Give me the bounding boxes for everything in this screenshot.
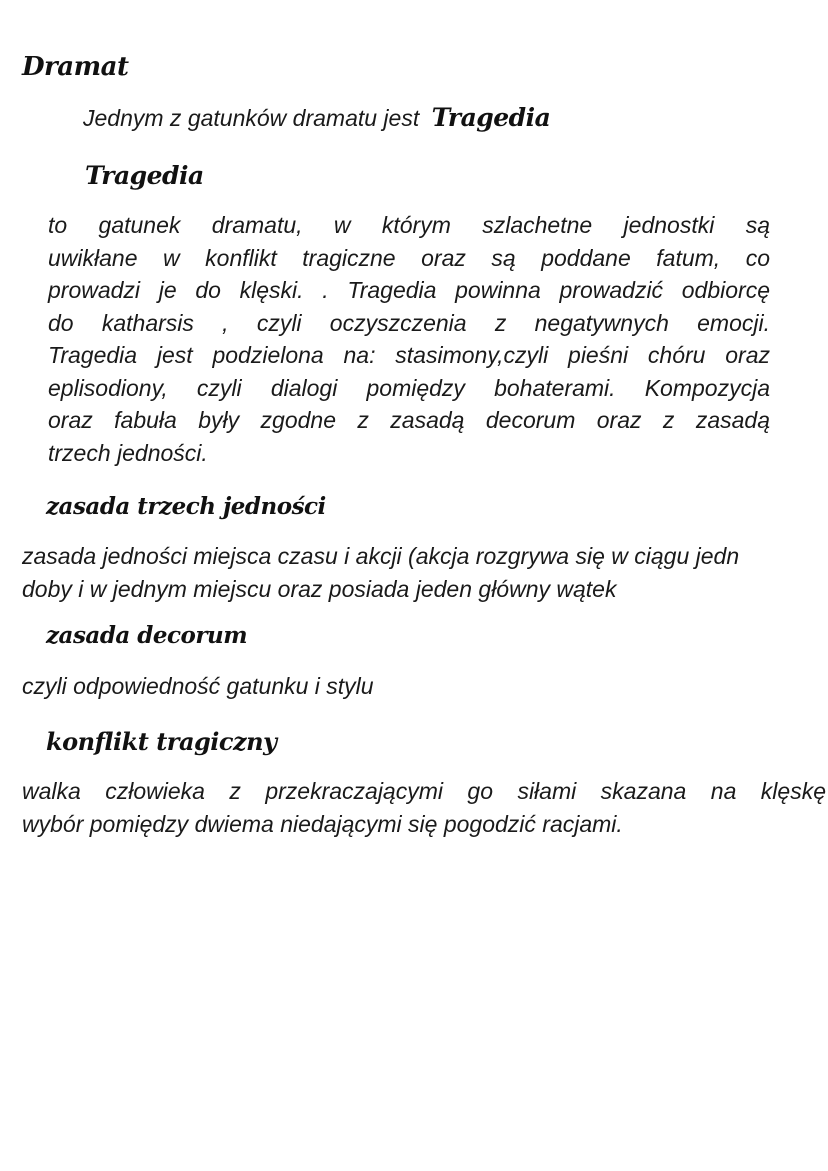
text-line: wybór pomiędzy dwiema niedającymi się pogodzić racjami. [22,810,623,837]
text-line: Tragedia jest podzielona na: stasimony,czyli pieśni chóru oraz [48,342,770,368]
intro-highlight: Tragedia [431,103,551,132]
section-body-konflikt [22,775,826,840]
text-line: walka człowieka z przekraczającymi go siłami skazana na klęskę [22,778,826,804]
text-line: zasada jedności miejsca czasu i akcji (akcja rozgrywa się w ciągu jedn [22,543,740,569]
section-heading-konflikt: konflikt tragiczny [46,727,277,756]
text-line: trzech jedności. [48,439,208,466]
section-body-trzech-jednosci [22,540,739,605]
text-line: uwikłane w konflikt tragiczne oraz są poddane fatum, co [48,244,770,271]
section-body-decorum [22,670,374,703]
text-line: prowadzi je do klęski. . Tragedia powinna prowadzić odbiorcę [48,277,770,303]
section-heading-decorum: zasada decorum [46,622,248,649]
section-body-tragedia [48,209,770,469]
text-line: czyli odpowiedność gatunku i stylu [22,673,374,699]
text-line: to gatunek dramatu, w którym szlachetne jednostki są [48,212,770,238]
text-line: eplisodiony, czyli dialogi pomiędzy bohaterami. Kompozycja [48,374,770,401]
text-line: do katharsis , czyli oczyszczenia z negatywnych emocji. [48,309,770,336]
intro-line [83,102,550,135]
text-line: oraz fabuła były zgodne z zasadą decorum oraz z zasadą [48,407,770,433]
document-title: Dramat [22,52,129,82]
section-heading-trzech-jednosci: zasada trzech jedności [46,493,326,520]
section-heading-tragedia: Tragedia [85,161,204,190]
intro-text: Jednym z gatunków dramatu jest [83,105,420,131]
text-line: doby i w jednym miejscu oraz posiada jeden główny wątek [22,575,617,602]
